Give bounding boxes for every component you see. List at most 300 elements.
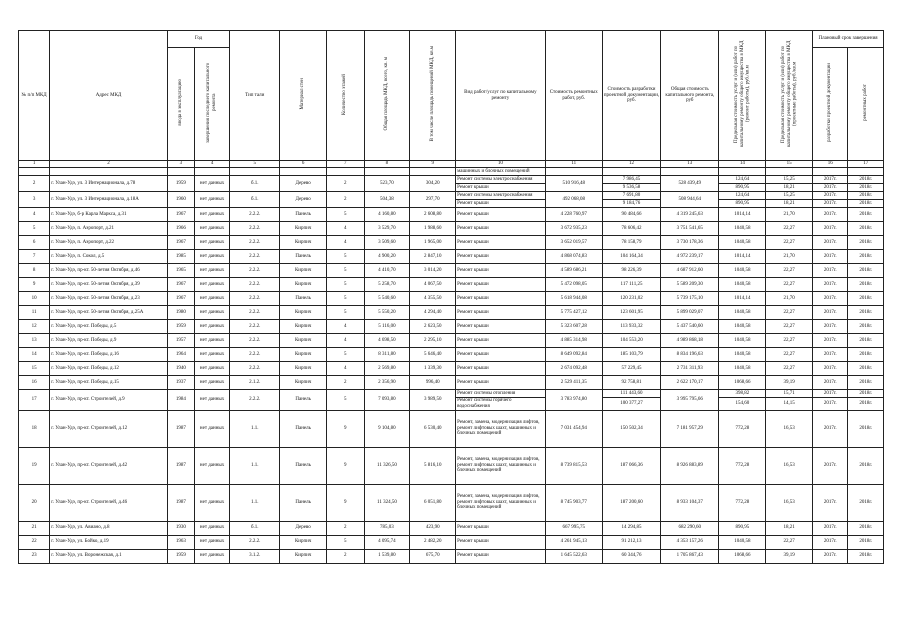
column-number: 13 [661, 161, 719, 168]
limit-cost-cell: 124,64 [719, 176, 766, 184]
limit-cost-cell: 154,60 [719, 398, 766, 411]
plan-works-cell: 2018г. [848, 484, 884, 521]
type-cell: 2.1.2. [230, 376, 280, 390]
work-type-cell: Ремонт крыши [456, 362, 546, 376]
plan-docs-cell: 2017г. [813, 410, 848, 447]
plan-works-cell: 2018г. [848, 376, 884, 390]
plan-docs-cell: 2017г. [813, 200, 848, 208]
cost-design-cell: 104 553,20 [602, 334, 660, 348]
work-type-cell: Ремонт крыши [456, 200, 546, 208]
plan-docs-cell: 2017г. [813, 264, 848, 278]
material-cell: Кирпич [280, 348, 327, 362]
area-total-cell: 4 900,20 [364, 250, 410, 264]
cost-design-cell: 98 226,39 [602, 264, 660, 278]
plan-works-cell: 2018г. [848, 348, 884, 362]
type-cell: 2.2.2. [230, 535, 280, 549]
plan-works-cell: 2018г. [848, 192, 884, 200]
column-number: 1 [19, 161, 50, 168]
area-residential-cell: 423,90 [410, 521, 456, 535]
cost-design-cell: 113 933,32 [602, 320, 660, 334]
cost-design-cell: 123 601,95 [602, 306, 660, 320]
work-type-cell: машинных и блочных помещений [456, 168, 546, 176]
row-number: 20 [19, 484, 50, 521]
row-number: 4 [19, 208, 50, 222]
address-cell: г. Улан-Удэ, пр-кт. Победы, д.15 [50, 376, 168, 390]
floors-cell: 2 [327, 549, 364, 563]
material-cell: Дерево [280, 176, 327, 192]
cost-design-cell: 187 066,36 [602, 447, 660, 484]
row-number: 17 [19, 390, 50, 411]
material-cell: Кирпич [280, 236, 327, 250]
area-residential-cell: 4 067,50 [410, 278, 456, 292]
cost-design-cell: 117 111,25 [602, 278, 660, 292]
year-repair-cell: нет данных [194, 362, 229, 376]
table-row [19, 208, 884, 222]
area-total-cell: 5 550,20 [364, 306, 410, 320]
repair-program-table [18, 30, 884, 564]
year-commission-cell: 1964 [167, 348, 194, 362]
cost-total-cell: 4 687 912,60 [661, 264, 719, 278]
limit-cost-design-cell: 21,70 [766, 250, 813, 264]
plan-docs-cell: 2017г. [813, 398, 848, 411]
work-type-cell: Ремонт крыши [456, 320, 546, 334]
year-commission-cell: 1987 [167, 410, 194, 447]
area-residential-cell: 297,70 [410, 192, 456, 208]
plan-docs-cell: 2017г. [813, 222, 848, 236]
material-cell: Кирпич [280, 549, 327, 563]
limit-cost-design-cell: 16,53 [766, 484, 813, 521]
cost-total-cell: 2 731 311,93 [661, 362, 719, 376]
plan-docs-cell: 2017г. [813, 447, 848, 484]
cost-design-cell: 187 200,60 [602, 484, 660, 521]
year-repair-cell: нет данных [194, 484, 229, 521]
year-repair-cell: нет данных [194, 208, 229, 222]
address-cell: г. Улан-Удэ, пр-кт. Строителей, д.12 [50, 410, 168, 447]
cost-repair-cell: 4 228 760,97 [545, 208, 602, 222]
header-address: Адрес МКД [50, 31, 168, 161]
table-row [19, 376, 884, 390]
work-type-cell: Ремонт крыши [456, 376, 546, 390]
plan-works-cell: 2018г. [848, 410, 884, 447]
year-commission-cell: 1959 [167, 176, 194, 192]
type-cell: 2.2.2. [230, 306, 280, 320]
address-cell: г. Улан-Удэ, пр-кт. Победы, д.16 [50, 348, 168, 362]
plan-docs-cell: 2017г. [813, 292, 848, 306]
area-total-cell: 3 529,70 [364, 222, 410, 236]
limit-cost-design-cell: 39,19 [766, 376, 813, 390]
address-cell: г. Улан-Удэ, б-р Карла Маркса, д.31 [50, 208, 168, 222]
type-cell: 1.1. [230, 410, 280, 447]
year-commission-cell: 1937 [167, 376, 194, 390]
year-repair-cell: нет данных [194, 222, 229, 236]
table-row [19, 292, 884, 306]
year-commission-cell: 1967 [167, 278, 194, 292]
year-repair-cell: нет данных [194, 320, 229, 334]
material-cell: Кирпич [280, 320, 327, 334]
cost-repair-cell: 4 885 314,98 [545, 334, 602, 348]
cost-repair-cell: 3 672 935,23 [545, 222, 602, 236]
year-commission-cell: 1967 [167, 236, 194, 250]
year-commission-cell: 1959 [167, 320, 194, 334]
material-cell: Кирпич [280, 222, 327, 236]
material-cell: Панель [280, 208, 327, 222]
cost-design-cell: 7 986,45 [602, 176, 660, 184]
limit-cost-cell: 1014,14 [719, 208, 766, 222]
plan-works-cell: 2018г. [848, 222, 884, 236]
cost-repair-cell: 8 739 815,53 [545, 447, 602, 484]
table-row [19, 176, 884, 184]
plan-works-cell: 2018г. [848, 264, 884, 278]
plan-docs-cell: 2017г. [813, 334, 848, 348]
cost-design-cell: 185 103,79 [602, 348, 660, 362]
material-cell: Дерево [280, 192, 327, 208]
row-number: 15 [19, 362, 50, 376]
table-row [19, 390, 884, 398]
table-row [19, 236, 884, 250]
limit-cost-cell: 398,82 [719, 390, 766, 398]
floors-cell: 5 [327, 390, 364, 411]
plan-docs-cell: 2017г. [813, 176, 848, 184]
floors-cell: 5 [327, 348, 364, 362]
column-number: 7 [327, 161, 364, 168]
type-cell: б.1. [230, 192, 280, 208]
area-total-cell: 2 569,80 [364, 362, 410, 376]
cost-repair-cell: 4 589 686,21 [545, 264, 602, 278]
table-row [19, 484, 884, 521]
area-residential-cell: 675,70 [410, 549, 456, 563]
cost-repair-cell: 7 031 454,94 [545, 410, 602, 447]
year-commission-cell: 1984 [167, 390, 194, 411]
area-total-cell: 3 509,60 [364, 236, 410, 250]
address-cell: г. Улан-Удэ, пр-кт. 50-летия Октября, д.25А [50, 306, 168, 320]
year-repair-cell: нет данных [194, 521, 229, 535]
type-cell: 1.1. [230, 484, 280, 521]
row-number: 21 [19, 521, 50, 535]
work-type-cell: Ремонт, замена, модернизация лифтов, ремонт лифтовых шахт, машинных и блочных помещений [456, 484, 546, 521]
year-commission-cell: 1960 [167, 192, 194, 208]
year-commission-cell: 1967 [167, 208, 194, 222]
header-cost-design: Стоимость разработки проектной документации, руб. [602, 31, 660, 161]
material-cell: Панель [280, 447, 327, 484]
type-cell: 1.1. [230, 447, 280, 484]
work-type-cell: Ремонт крыши [456, 250, 546, 264]
table-row [19, 278, 884, 292]
cost-design-cell: 78 158,79 [602, 236, 660, 250]
header-limit-cost: Предельная стоимость услуг и (или) работ по капитальному ремонту общего имущества в МКД (ремонт работы), руб./кв.м [719, 31, 766, 161]
cost-repair-cell: 2 529 411,35 [545, 376, 602, 390]
header-plan-group: Плановый срок завершения [813, 31, 884, 48]
row-number: 9 [19, 278, 50, 292]
column-number: 2 [50, 161, 168, 168]
row-number: 13 [19, 334, 50, 348]
area-total-cell: 523,70 [364, 176, 410, 192]
area-total-cell: 8 311,80 [364, 348, 410, 362]
table-row [19, 250, 884, 264]
limit-cost-design-cell: 18,21 [766, 200, 813, 208]
header-cost-repair: Стоимость ремонтных работ, руб. [545, 31, 602, 161]
year-commission-cell: 1930 [167, 521, 194, 535]
header-work-type: Вид работ/услуг по капитальному ремонту [456, 31, 546, 161]
limit-cost-design-cell: 21,70 [766, 292, 813, 306]
cost-total-cell: 2 622 170,17 [661, 376, 719, 390]
plan-docs-cell: 2017г. [813, 376, 848, 390]
area-residential-cell: 3 014,20 [410, 264, 456, 278]
cost-design-cell: 60 344,76 [602, 549, 660, 563]
year-repair-cell: нет данных [194, 376, 229, 390]
limit-cost-design-cell: 15,71 [766, 390, 813, 398]
header-plan-docs: разработки проектной документации [813, 48, 848, 161]
table-body [19, 168, 884, 564]
address-cell: г. Улан-Удэ, ул. 3 Интернационала, д.18А [50, 192, 168, 208]
address-cell: г. Улан-Удэ, п. Аэропорт, д.22 [50, 236, 168, 250]
limit-cost-cell: 1040,58 [719, 334, 766, 348]
cost-design-cell: 100 377,27 [602, 398, 660, 411]
column-number: 5 [230, 161, 280, 168]
cost-design-cell: 9 536,58 [602, 184, 660, 192]
limit-cost-cell: 1040,58 [719, 278, 766, 292]
limit-cost-cell: 1040,58 [719, 535, 766, 549]
row-number: 16 [19, 376, 50, 390]
table-row [19, 192, 884, 200]
year-repair-cell: нет данных [194, 192, 229, 208]
area-total-cell: 5 540,60 [364, 292, 410, 306]
row-number: 7 [19, 250, 50, 264]
type-cell: 2.2.2. [230, 250, 280, 264]
header-plan-works: ремонтных работ [848, 48, 884, 161]
year-commission-cell: 1987 [167, 447, 194, 484]
column-number: 14 [719, 161, 766, 168]
limit-cost-cell: 1068,66 [719, 376, 766, 390]
column-number: 15 [766, 161, 813, 168]
area-residential-cell: 5 816,10 [410, 447, 456, 484]
cost-total-cell: 682 290,60 [661, 521, 719, 535]
year-commission-cell: 1967 [167, 292, 194, 306]
plan-works-cell: 2018г. [848, 320, 884, 334]
cost-design-cell: 90 484,66 [602, 208, 660, 222]
cost-repair-cell: 1 645 522,63 [545, 549, 602, 563]
area-residential-cell: 4 355,50 [410, 292, 456, 306]
limit-cost-design-cell: 16,53 [766, 410, 813, 447]
floors-cell: 9 [327, 447, 364, 484]
plan-works-cell: 2018г. [848, 184, 884, 192]
work-type-cell: Ремонт крыши [456, 278, 546, 292]
cost-total-cell: 5 899 029,07 [661, 306, 719, 320]
cost-design-cell: 92 758,81 [602, 376, 660, 390]
work-type-cell: Ремонт крыши [456, 521, 546, 535]
cost-total-cell: 4 972 239,17 [661, 250, 719, 264]
plan-docs-cell: 2017г. [813, 208, 848, 222]
address-cell: г. Улан-Удэ, пр-кт. 50-летия Октября, д.46 [50, 264, 168, 278]
row-number: 5 [19, 222, 50, 236]
area-residential-cell: 4 294,40 [410, 306, 456, 320]
work-type-cell: Ремонт системы электроснабжения [456, 176, 546, 184]
floors-cell: 4 [327, 222, 364, 236]
plan-works-cell: 2018г. [848, 292, 884, 306]
floors-cell: 5 [327, 264, 364, 278]
area-residential-cell: 1 339,30 [410, 362, 456, 376]
table-row [19, 320, 884, 334]
limit-cost-cell: 1014,14 [719, 292, 766, 306]
material-cell: Кирпич [280, 535, 327, 549]
table-row [19, 306, 884, 320]
plan-docs-cell: 2017г. [813, 484, 848, 521]
header-cost-total: Общая стоимость капитального ремонта, руб [661, 31, 719, 161]
year-repair-cell: нет данных [194, 447, 229, 484]
limit-cost-design-cell: 15,25 [766, 192, 813, 200]
row-number: 23 [19, 549, 50, 563]
table-row [19, 222, 884, 236]
row-number: 10 [19, 292, 50, 306]
year-commission-cell: 1965 [167, 264, 194, 278]
address-cell: г. Улан-Удэ, ул. Бойко, д.19 [50, 535, 168, 549]
area-total-cell: 504,38 [364, 192, 410, 208]
cost-total-cell: 3 730 178,36 [661, 236, 719, 250]
floors-cell: 5 [327, 306, 364, 320]
cost-total-cell: 508 944,64 [661, 192, 719, 208]
plan-works-cell: 2018г. [848, 535, 884, 549]
limit-cost-design-cell: 22,27 [766, 334, 813, 348]
material-cell: Кирпич [280, 376, 327, 390]
cost-total-cell: 8 834 196,63 [661, 348, 719, 362]
limit-cost-cell: 890,95 [719, 200, 766, 208]
cost-repair-cell: 667 995,75 [545, 521, 602, 535]
header-type: Тип тали [230, 31, 280, 161]
column-number: 8 [364, 161, 410, 168]
column-number: 3 [167, 161, 194, 168]
row-number: 14 [19, 348, 50, 362]
plan-works-cell: 2018г. [848, 390, 884, 398]
address-cell: г. Улан-Удэ, пр-кт. Победы, д.9 [50, 334, 168, 348]
year-commission-cell: 1940 [167, 362, 194, 376]
column-number: 10 [456, 161, 546, 168]
work-type-cell: Ремонт крыши [456, 535, 546, 549]
floors-cell: 2 [327, 176, 364, 192]
table-row [19, 549, 884, 563]
address-cell: г. Улан-Удэ, ул. Воронежская, д.1 [50, 549, 168, 563]
area-total-cell: 4 095,74 [364, 535, 410, 549]
limit-cost-design-cell: 22,27 [766, 264, 813, 278]
area-total-cell: 11 324,50 [364, 484, 410, 521]
area-total-cell: 4 160,80 [364, 208, 410, 222]
material-cell: Кирпич [280, 362, 327, 376]
area-total-cell: 7 093,80 [364, 390, 410, 411]
cost-total-cell: 8 926 883,89 [661, 447, 719, 484]
plan-works-cell: 2018г. [848, 278, 884, 292]
material-cell: Панель [280, 390, 327, 411]
work-type-cell: Ремонт, замена, модернизация лифтов, ремонт лифтовых шахт, машинных и блочных помещений [456, 410, 546, 447]
limit-cost-design-cell: 22,27 [766, 362, 813, 376]
table-row [19, 410, 884, 447]
area-residential-cell: 1 988,60 [410, 222, 456, 236]
year-repair-cell: нет данных [194, 306, 229, 320]
table-row [19, 521, 884, 535]
table-row [19, 535, 884, 549]
limit-cost-cell: 1040,58 [719, 264, 766, 278]
cost-design-cell: 150 502,34 [602, 410, 660, 447]
column-number: 6 [280, 161, 327, 168]
row-number: 6 [19, 236, 50, 250]
type-cell: 2.2.2. [230, 334, 280, 348]
cost-total-cell: 4 989 868,18 [661, 334, 719, 348]
limit-cost-design-cell: 18,21 [766, 521, 813, 535]
cost-design-cell: 91 212,13 [602, 535, 660, 549]
limit-cost-design-cell: 14,15 [766, 398, 813, 411]
cost-total-cell: 528 439,49 [661, 176, 719, 192]
year-commission-cell: 1985 [167, 250, 194, 264]
type-cell: 2.2.2. [230, 264, 280, 278]
material-cell: Кирпич [280, 334, 327, 348]
limit-cost-design-cell: 22,27 [766, 320, 813, 334]
row-number: 12 [19, 320, 50, 334]
column-number: 4 [194, 161, 229, 168]
column-number: 9 [410, 161, 456, 168]
limit-cost-design-cell: 39,19 [766, 549, 813, 563]
cost-total-cell: 4 353 157,26 [661, 535, 719, 549]
work-type-cell: Ремонт крыши [456, 348, 546, 362]
cost-repair-cell: 5 618 944,08 [545, 292, 602, 306]
plan-works-cell: 2018г. [848, 334, 884, 348]
limit-cost-cell: 124,64 [719, 192, 766, 200]
cost-total-cell: 3 751 541,65 [661, 222, 719, 236]
cost-design-cell: 120 231,02 [602, 292, 660, 306]
row-number: 2 [19, 176, 50, 192]
limit-cost-design-cell: 22,27 [766, 222, 813, 236]
floors-cell: 4 [327, 320, 364, 334]
row-number: 22 [19, 535, 50, 549]
floors-cell: 9 [327, 410, 364, 447]
year-repair-cell: нет данных [194, 292, 229, 306]
area-total-cell: 9 104,80 [364, 410, 410, 447]
row-number: 3 [19, 192, 50, 208]
row-number: 18 [19, 410, 50, 447]
year-commission-cell: 1966 [167, 222, 194, 236]
address-cell: г. Улан-Удэ, пр-кт. Победы, д.5 [50, 320, 168, 334]
year-repair-cell: нет данных [194, 334, 229, 348]
type-cell: 2.2.2. [230, 208, 280, 222]
cost-repair-cell: 4 868 074,83 [545, 250, 602, 264]
floors-cell: 5 [327, 535, 364, 549]
year-repair-cell: нет данных [194, 236, 229, 250]
floors-cell: 2 [327, 521, 364, 535]
cost-repair-cell: 5 323 607,28 [545, 320, 602, 334]
limit-cost-cell: 890,95 [719, 521, 766, 535]
table-row [19, 334, 884, 348]
year-commission-cell: 1980 [167, 306, 194, 320]
column-number: 11 [545, 161, 602, 168]
plan-works-cell: 2018г. [848, 200, 884, 208]
area-total-cell: 5 116,00 [364, 320, 410, 334]
floors-cell: 9 [327, 484, 364, 521]
year-commission-cell: 1963 [167, 535, 194, 549]
year-repair-cell: нет данных [194, 278, 229, 292]
limit-cost-cell: 772,28 [719, 410, 766, 447]
work-type-cell: Ремонт системы горячего водоснабжения [456, 398, 546, 411]
limit-cost-cell: 772,28 [719, 447, 766, 484]
cost-repair-cell: 4 261 945,13 [545, 535, 602, 549]
cost-total-cell: 8 933 104,37 [661, 484, 719, 521]
area-residential-cell: 3 989,50 [410, 390, 456, 411]
plan-docs-cell: 2017г. [813, 390, 848, 398]
area-residential-cell: 2 847,10 [410, 250, 456, 264]
address-cell: г. Улан-Удэ, п. Сокол, д.5 [50, 250, 168, 264]
limit-cost-design-cell: 22,27 [766, 348, 813, 362]
area-residential-cell: 1 965,00 [410, 236, 456, 250]
limit-cost-design-cell: 22,27 [766, 278, 813, 292]
header-no: № п/п МКД [19, 31, 50, 161]
plan-works-cell: 2018г. [848, 250, 884, 264]
type-cell: 2.2.2. [230, 348, 280, 362]
address-cell: г. Улан-Удэ, пр-кт. 50-летия Октября, д.39 [50, 278, 168, 292]
